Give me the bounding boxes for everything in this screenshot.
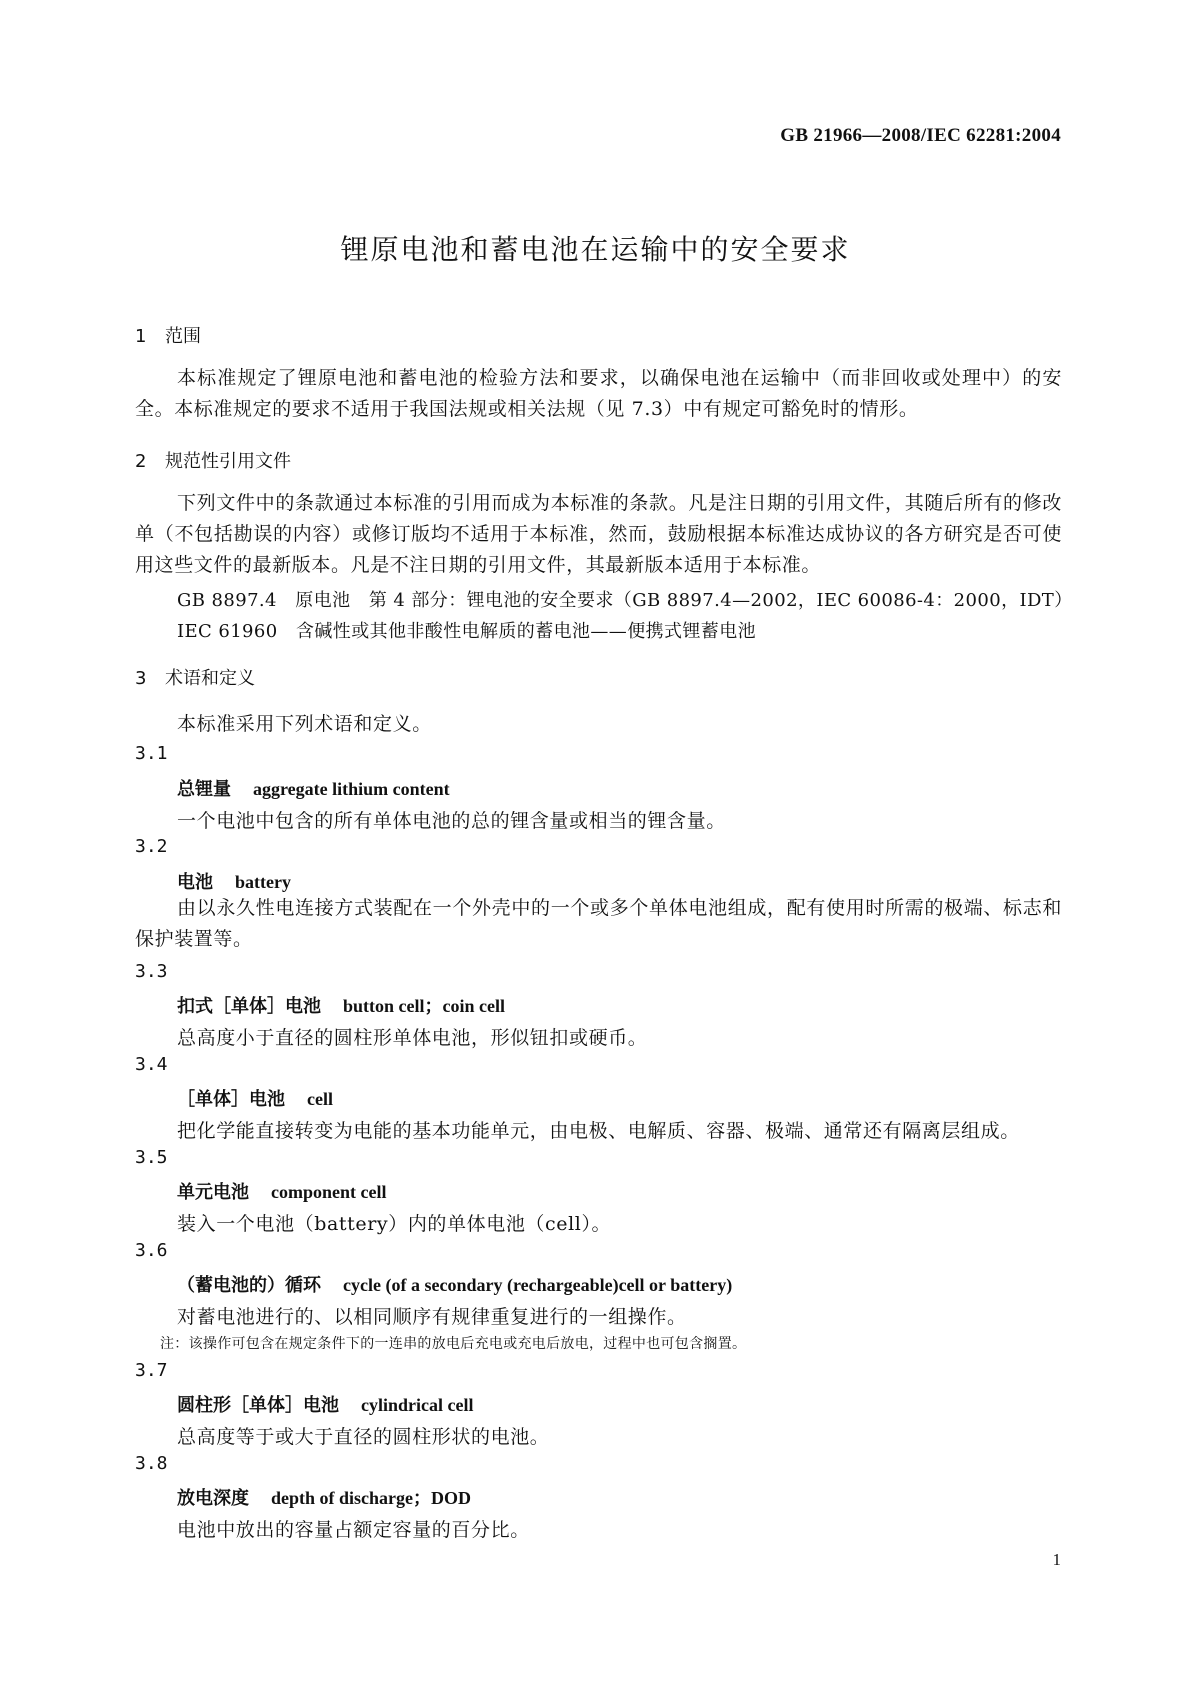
- term-en: component cell: [271, 1182, 387, 1202]
- term-definition: 一个电池中包含的所有单体电池的总的锂含量或相当的锂含量。: [177, 810, 726, 832]
- term-number: 3.3: [135, 961, 168, 982]
- term-definition: 总高度小于直径的圆柱形单体电池，形似钮扣或硬币。: [177, 1027, 648, 1049]
- term-heading: [177, 868, 291, 894]
- term-number: 3.6: [135, 1240, 168, 1261]
- term-zh: ［单体］电池: [177, 1089, 285, 1110]
- term-en: battery: [235, 872, 291, 892]
- term-zh: 电池: [177, 872, 213, 893]
- term-number: 3.5: [135, 1147, 168, 1168]
- term-heading: [177, 1391, 473, 1417]
- term-definition: 电池中放出的容量占额定容量的百分比。: [177, 1519, 530, 1541]
- term-definition: 总高度等于或大于直径的圆柱形状的电池。: [177, 1426, 550, 1448]
- term-number: 3.7: [135, 1360, 168, 1381]
- term-heading: [177, 992, 505, 1018]
- term-number: 3.2: [135, 836, 168, 857]
- term-definition: 装入一个电池（battery）内的单体电池（cell）。: [177, 1213, 612, 1235]
- section-title: 范围: [165, 326, 201, 347]
- term-heading: [177, 1085, 333, 1111]
- term-number: 3.4: [135, 1054, 168, 1075]
- term-en: cylindrical cell: [361, 1395, 474, 1415]
- term-definition: 把化学能直接转变为电能的基本功能单元，由电极、电解质、容器、极端、通常还有隔离层组成。: [177, 1120, 1020, 1142]
- term-zh: （蓄电池的）循环: [177, 1275, 321, 1296]
- section-title: 规范性引用文件: [165, 451, 291, 472]
- term-heading: [177, 1271, 732, 1297]
- term-zh: 圆柱形［单体］电池: [177, 1395, 339, 1416]
- term-zh: 扣式［单体］电池: [177, 996, 321, 1017]
- term-zh: 单元电池: [177, 1182, 249, 1203]
- term-en: depth of discharge；DOD: [271, 1488, 472, 1508]
- term-en: cycle (of a secondary (rechargeable)cell or battery): [343, 1275, 733, 1295]
- section-number: 1: [135, 326, 147, 347]
- term-en: aggregate lithium content: [253, 779, 450, 799]
- section-3-heading: [135, 664, 255, 690]
- term-definition: 由以永久性电连接方式装配在一个外壳中的一个或多个单体电池组成，配有使用时所需的极端、标志和保护装置等。: [135, 897, 1062, 950]
- term-zh: 放电深度: [177, 1488, 249, 1509]
- page-number: 1: [1052, 1550, 1061, 1569]
- section-1-paragraph: 本标准规定了锂原电池和蓄电池的检验方法和要求，以确保电池在运输中（而非回收或处理中）的安全。本标准规定的要求不适用于我国法规或相关法规（见 7.3）中有规定可豁免时的情形。: [135, 367, 1062, 420]
- section-title: 术语和定义: [165, 668, 255, 689]
- section-number: 2: [135, 451, 147, 472]
- section-1-heading: [135, 322, 201, 348]
- section-number: 3: [135, 668, 147, 689]
- section-3-intro: 本标准采用下列术语和定义。: [177, 713, 432, 735]
- section-2-heading: [135, 447, 291, 473]
- term-number: 3.8: [135, 1453, 168, 1474]
- term-heading: [177, 1178, 386, 1204]
- term-note: 注：该操作可包含在规定条件下的一连串的放电后充电或充电后放电，过程中也可包含搁置。: [160, 1336, 747, 1352]
- term-heading: [177, 775, 450, 801]
- term-en: cell: [307, 1089, 333, 1109]
- section-2-paragraph: 下列文件中的条款通过本标准的引用而成为本标准的条款。凡是注日期的引用文件，其随后所有的修改单（不包括勘误的内容）或修订版均不适用于本标准，然而，鼓励根据本标准达成协议的各方研究是否可使用这些文件的最新版本。凡是不注日期的引用文件，其最新版本适用于本标准。: [135, 492, 1062, 576]
- document-title: 锂原电池和蓄电池在运输中的安全要求: [340, 233, 851, 266]
- term-zh: 总锂量: [177, 779, 231, 800]
- term-number: 3.1: [135, 743, 168, 764]
- term-en: button cell；coin cell: [343, 996, 505, 1016]
- reference-iec-61960: IEC 61960 含碱性或其他非酸性电解质的蓄电池——便携式锂蓄电池: [177, 621, 757, 642]
- term-heading: [177, 1484, 471, 1510]
- reference-gb-8897-4: GB 8897.4 原电池 第 4 部分：锂电池的安全要求（GB 8897.4—2002，IEC 60086-4：2000，IDT）: [177, 590, 1073, 611]
- standard-number: GB 21966—2008/IEC 62281:2004: [780, 125, 1061, 146]
- term-definition: 对蓄电池进行的、以相同顺序有规律重复进行的一组操作。: [177, 1306, 687, 1328]
